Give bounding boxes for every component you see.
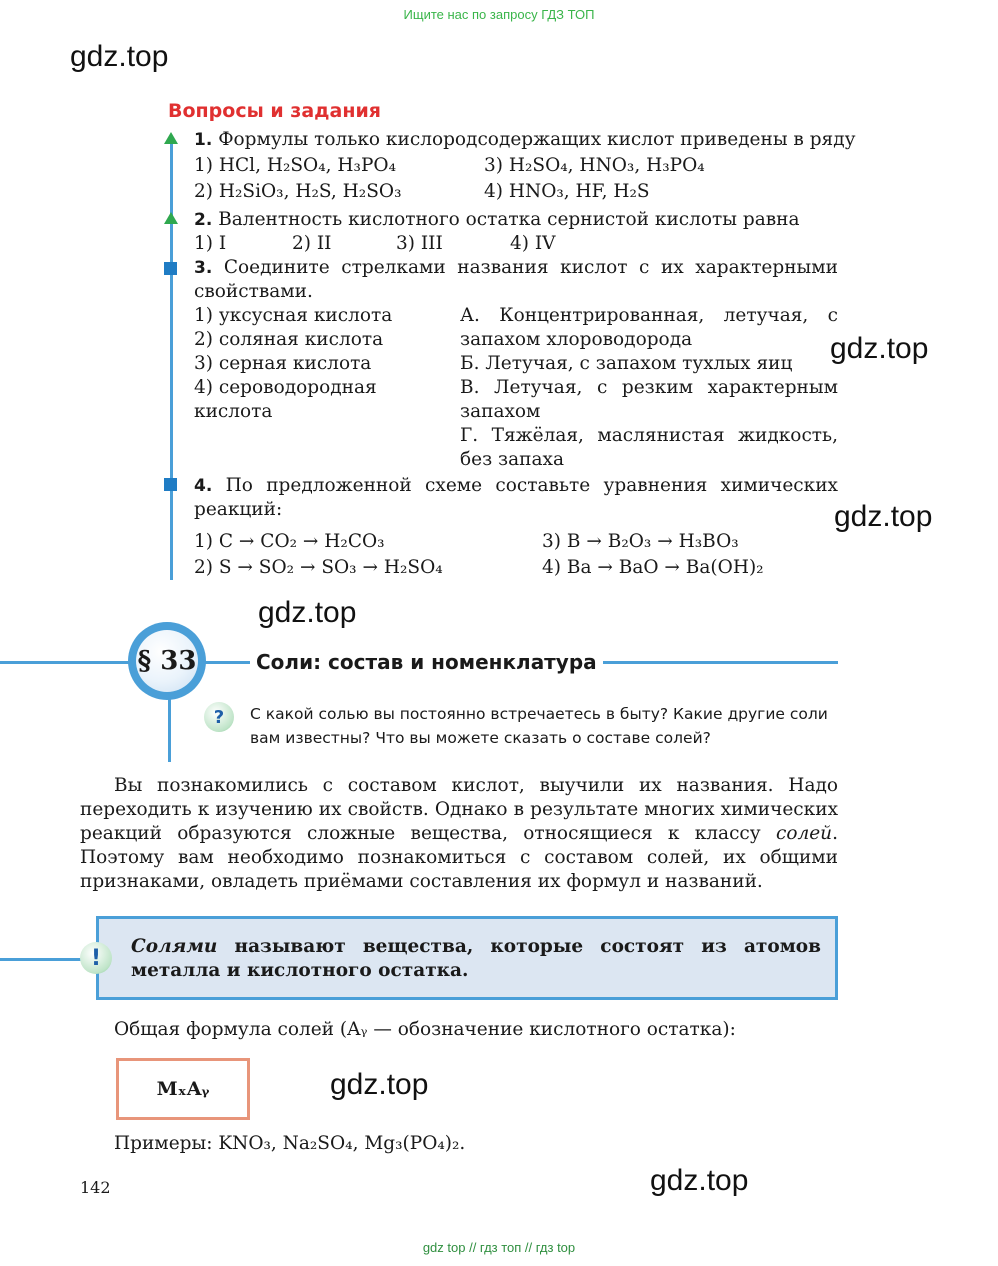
acid-item: 1) уксусная кислота <box>194 305 393 326</box>
option: 3) H₂SO₄, HNO₃, H₃PO₄ <box>484 155 705 176</box>
question-3 <box>194 256 838 304</box>
formula-box <box>116 1058 250 1120</box>
examples: Примеры: KNO₃, Na₂SO₄, Mg₃(PO₄)₂. <box>114 1133 466 1154</box>
option: 1) HCl, H₂SO₄, H₃PO₄ <box>194 155 396 176</box>
acid-item: кислота <box>194 401 273 422</box>
option: 3) III <box>396 233 443 254</box>
definition-rest: называют вещества, которые состоят из атомов металла и кислотного остатка. <box>131 936 821 981</box>
general-formula-text: Общая формула солей (Aᵧ — обозначение кислотного остатка): <box>114 1019 736 1040</box>
level-triangle-icon <box>164 132 178 144</box>
section-badge <box>130 624 204 698</box>
questions-heading: Вопросы и задания <box>168 100 381 122</box>
acid-item: 2) соляная кислота <box>194 329 384 350</box>
question-text: Соедините стрелками названия кислот с их характерными свойствами. <box>194 257 838 302</box>
property-list <box>460 304 838 472</box>
watermark: gdz.top <box>834 500 933 533</box>
property-item: Г. Тяжёлая, маслянистая жидкость, без запаха <box>460 425 838 470</box>
level-triangle-icon <box>164 212 178 224</box>
watermark: gdz.top <box>258 596 357 629</box>
section-number: § 33 <box>136 630 198 692</box>
option: 4) HNO₃, HF, H₂S <box>484 181 650 202</box>
definition-text <box>131 935 821 983</box>
body-paragraph <box>80 774 838 894</box>
section-rule-left <box>0 661 140 664</box>
formula: MₓAᵧ <box>156 1078 210 1100</box>
questions-bar <box>170 142 173 580</box>
level-square-icon <box>164 262 177 275</box>
paragraph-term: солей <box>775 823 833 844</box>
page-number: 142 <box>80 1178 111 1197</box>
bottom-links[interactable]: gdz top // гдз топ // гдз top <box>422 1240 576 1255</box>
scheme: 1) C → CO₂ → H₂CO₃ <box>194 531 385 552</box>
watermark: gdz.top <box>650 1164 749 1197</box>
question-number: 1. <box>194 130 213 150</box>
question-4 <box>194 474 838 522</box>
question-1 <box>194 128 856 152</box>
acid-item: 4) сероводородная <box>194 377 377 398</box>
question-icon: ? <box>204 702 234 732</box>
scheme: 4) Ba → BaO → Ba(OH)₂ <box>542 557 764 578</box>
question-number: 3. <box>194 258 213 278</box>
watermark: gdz.top <box>830 332 929 365</box>
option: 1) I <box>194 233 227 254</box>
scheme: 2) S → SO₂ → SO₃ → H₂SO₄ <box>194 557 443 578</box>
exclamation-icon: ! <box>80 942 112 974</box>
level-square-icon <box>164 478 177 491</box>
option: 2) H₂SiO₃, H₂S, H₂SO₃ <box>194 181 402 202</box>
option: 4) IV <box>510 233 556 254</box>
question-number: 4. <box>194 476 213 496</box>
question-text: По предложенной схеме составьте уравнения химических реакций: <box>194 475 838 520</box>
option: 2) II <box>292 233 332 254</box>
scheme: 3) B → B₂O₃ → H₃BO₃ <box>542 531 739 552</box>
paragraph-text: Вы познакомились с составом кислот, выучили их названия. Надо переходить к изучению их свойств. Однако в результате многих химических реакций образуются сложные вещества, относящиеся к классу <box>80 775 838 844</box>
watermark: gdz.top <box>330 1068 429 1101</box>
intro-question: С какой солью вы постоянно встречаетесь в быту? Какие другие соли вам известны? Что вы можете сказать о составе солей? <box>250 705 828 747</box>
property-item: А. Концентрированная, летучая, с запахом хлороводорода <box>460 305 838 350</box>
definition-term: Солями <box>131 936 218 957</box>
section-title: Соли: состав и номенклатура <box>250 650 603 674</box>
question-text: Формулы только кислородсодержащих кислот приведены в ряду <box>218 129 856 150</box>
question-text: Валентность кислотного остатка сернистой кислоты равна <box>218 209 800 230</box>
acid-list <box>194 304 392 424</box>
question-2 <box>194 208 800 232</box>
watermark: gdz.top <box>70 40 169 73</box>
property-item: Б. Летучая, с запахом тухлых яиц <box>460 353 793 374</box>
question-number: 2. <box>194 210 213 230</box>
intro-bar <box>168 690 171 762</box>
definition-box <box>96 916 838 1000</box>
acid-item: 3) серная кислота <box>194 353 372 374</box>
top-banner[interactable]: Ищите нас по запросу ГДЗ ТОП <box>403 7 595 22</box>
property-item: В. Летучая, с резким характерным запахом <box>460 377 838 422</box>
paragraph-text: . Поэтому вам необходимо познакомиться с составом солей, их общими признаками, овладеть приёмами составления их формул и названий. <box>80 823 838 892</box>
